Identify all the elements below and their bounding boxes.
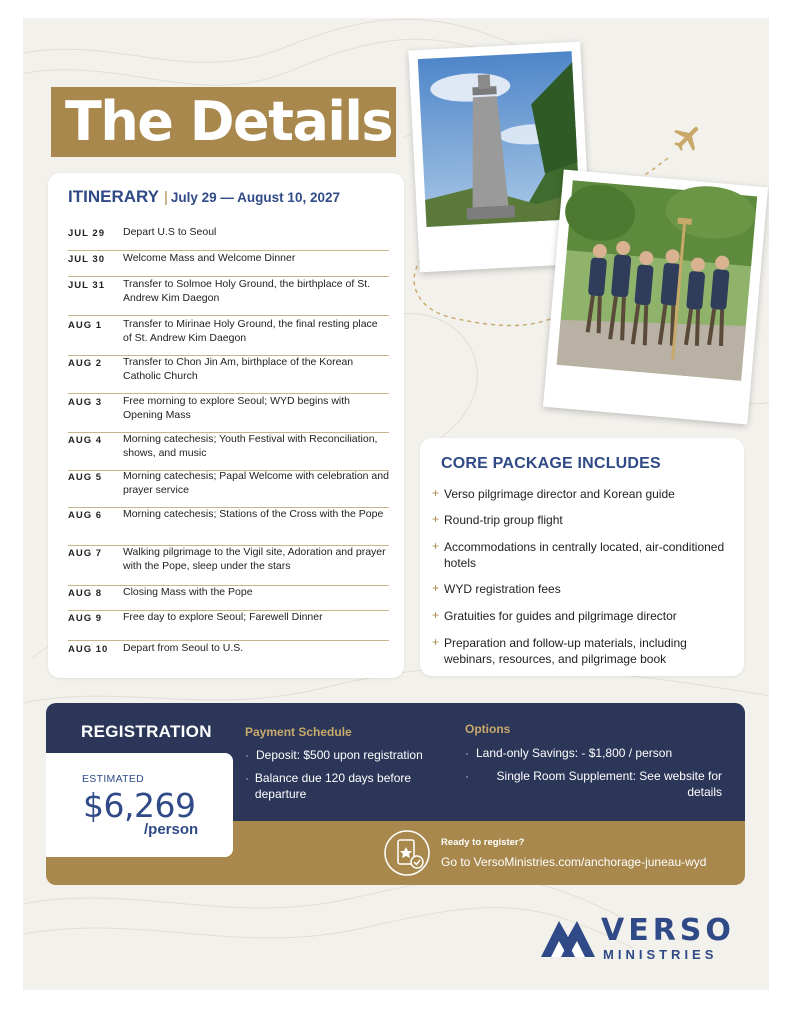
itinerary-date: AUG 5	[68, 472, 103, 483]
passport-check-icon	[383, 829, 431, 877]
itinerary-desc: Depart U.S to Seoul	[123, 226, 217, 238]
core-package-item: Gratuities for guides and pilgrimage director	[444, 609, 677, 623]
itinerary-desc: Free day to explore Seoul; Farewell Dinner	[123, 611, 323, 623]
payment-schedule-heading: Payment Schedule	[245, 725, 352, 739]
itinerary-desc: Welcome Mass and Welcome Dinner	[123, 252, 296, 264]
list-item	[432, 486, 732, 502]
option-item: Land-only Savings: - $1,800 / person	[476, 746, 673, 760]
list-item	[465, 745, 725, 761]
title-banner	[51, 87, 396, 157]
itinerary-desc: Depart from Seoul to U.S.	[123, 642, 244, 654]
itinerary-row	[68, 395, 389, 433]
core-package-item: Verso pilgrimage director and Korean guide	[444, 487, 675, 501]
itinerary-row	[68, 252, 389, 277]
itinerary-date: AUG 10	[68, 644, 109, 655]
verso-mountain-logo	[539, 913, 597, 959]
itinerary-dates: July 29 — August 10, 2027	[170, 190, 340, 205]
dot-bullet: ·	[465, 769, 469, 783]
itinerary-date: AUG 9	[68, 613, 103, 624]
itinerary-row	[68, 433, 389, 471]
itinerary-row	[68, 546, 389, 586]
plus-bullet: +	[432, 486, 440, 500]
plus-bullet: +	[432, 608, 440, 622]
list-item	[432, 635, 732, 667]
itinerary-row	[68, 278, 389, 316]
flyer-page	[23, 18, 769, 990]
itinerary-desc: Free morning to explore Seoul; WYD begins with Opening Mass	[123, 395, 351, 421]
itinerary-desc: Morning catechesis; Youth Festival with Reconciliation, shows, and music	[123, 433, 378, 459]
core-package-item: WYD registration fees	[444, 582, 561, 596]
itinerary-desc: Closing Mass with the Pope	[123, 586, 253, 598]
itinerary-desc: Transfer to Chon Jin Am, birthplace of the Korean Catholic Church	[123, 356, 354, 382]
verso-logo	[539, 913, 735, 965]
itinerary-heading: ITINERARY	[68, 187, 159, 206]
itinerary-row	[68, 611, 389, 641]
itinerary-header	[68, 187, 340, 207]
plus-bullet: +	[432, 512, 440, 526]
itinerary-card	[48, 173, 404, 678]
core-package-item: Accommodations in centrally located, air-conditioned hotels	[444, 540, 725, 570]
registration-title: REGISTRATION	[81, 722, 212, 741]
core-package-item: Preparation and follow-up materials, including webinars, resources, and pilgrimage book	[444, 636, 687, 666]
itinerary-date: JUL 30	[68, 254, 105, 265]
option-item: Single Room Supplement: See website for details	[496, 769, 722, 799]
list-item	[432, 539, 732, 571]
plus-bullet: +	[432, 635, 440, 649]
itinerary-date: JUL 29	[68, 228, 105, 239]
list-item	[432, 581, 732, 597]
options-heading: Options	[465, 722, 511, 736]
itinerary-row	[68, 318, 389, 356]
dot-bullet: ·	[465, 746, 469, 760]
core-package-item: Round-trip group flight	[444, 513, 563, 527]
list-item	[432, 608, 732, 624]
itinerary-row	[68, 586, 389, 611]
registration-panel	[46, 703, 745, 885]
dot-bullet: ·	[245, 748, 249, 762]
list-item	[465, 768, 725, 800]
plus-bullet: +	[432, 539, 440, 553]
itinerary-date: AUG 1	[68, 320, 103, 331]
itinerary-date: AUG 3	[68, 397, 103, 408]
itinerary-date: AUG 8	[68, 588, 103, 599]
payment-item: Deposit: $500 upon registration	[256, 748, 423, 762]
itinerary-desc: Transfer to Solmoe Holy Ground, the birthplace of St. Andrew Kim Daegon	[123, 278, 371, 304]
itinerary-row	[68, 508, 389, 546]
logo-ministries: MINISTRIES	[603, 947, 718, 962]
itinerary-row	[68, 642, 389, 667]
airplane-icon	[671, 121, 705, 155]
dot-bullet: ·	[245, 771, 249, 785]
registration-link[interactable]: Go to VersoMinistries.com/anchorage-juneau-wyd	[441, 855, 707, 869]
itinerary-date: JUL 31	[68, 280, 105, 291]
itinerary-row	[68, 226, 389, 251]
itinerary-desc: Morning catechesis; Stations of the Cross with the Pope	[123, 508, 384, 520]
list-item	[245, 770, 445, 802]
itinerary-desc: Morning catechesis; Papal Welcome with celebration and prayer service	[123, 470, 389, 496]
core-package-card	[420, 438, 744, 676]
itinerary-desc: Transfer to Mirinae Holy Ground, the final resting place of St. Andrew Kim Daegon	[123, 318, 378, 344]
page-title: The Details	[65, 90, 393, 153]
itinerary-date: AUG 2	[68, 358, 103, 369]
itinerary-separator: |	[164, 189, 168, 206]
itinerary-date: AUG 4	[68, 435, 103, 446]
price-value: $6,269	[83, 786, 196, 825]
itinerary-date: AUG 6	[68, 510, 103, 521]
estimated-label: ESTIMATED	[82, 773, 145, 785]
itinerary-date: AUG 7	[68, 548, 103, 559]
core-package-title: CORE PACKAGE INCLUDES	[441, 455, 661, 472]
ready-to-register: Ready to register?	[441, 837, 525, 848]
logo-verso: VERSO	[601, 913, 735, 948]
price-unit: /person	[144, 821, 199, 838]
price-box	[46, 753, 233, 857]
list-item	[245, 747, 455, 763]
itinerary-row	[68, 356, 389, 394]
plus-bullet: +	[432, 581, 440, 595]
photo-pilgrims	[543, 170, 768, 425]
list-item	[432, 512, 732, 528]
itinerary-desc: Walking pilgrimage to the Vigil site, Adoration and prayer with the Pope, sleep under the stars	[123, 546, 386, 572]
itinerary-row	[68, 470, 389, 508]
payment-item: Balance due 120 days before departure	[254, 771, 412, 801]
